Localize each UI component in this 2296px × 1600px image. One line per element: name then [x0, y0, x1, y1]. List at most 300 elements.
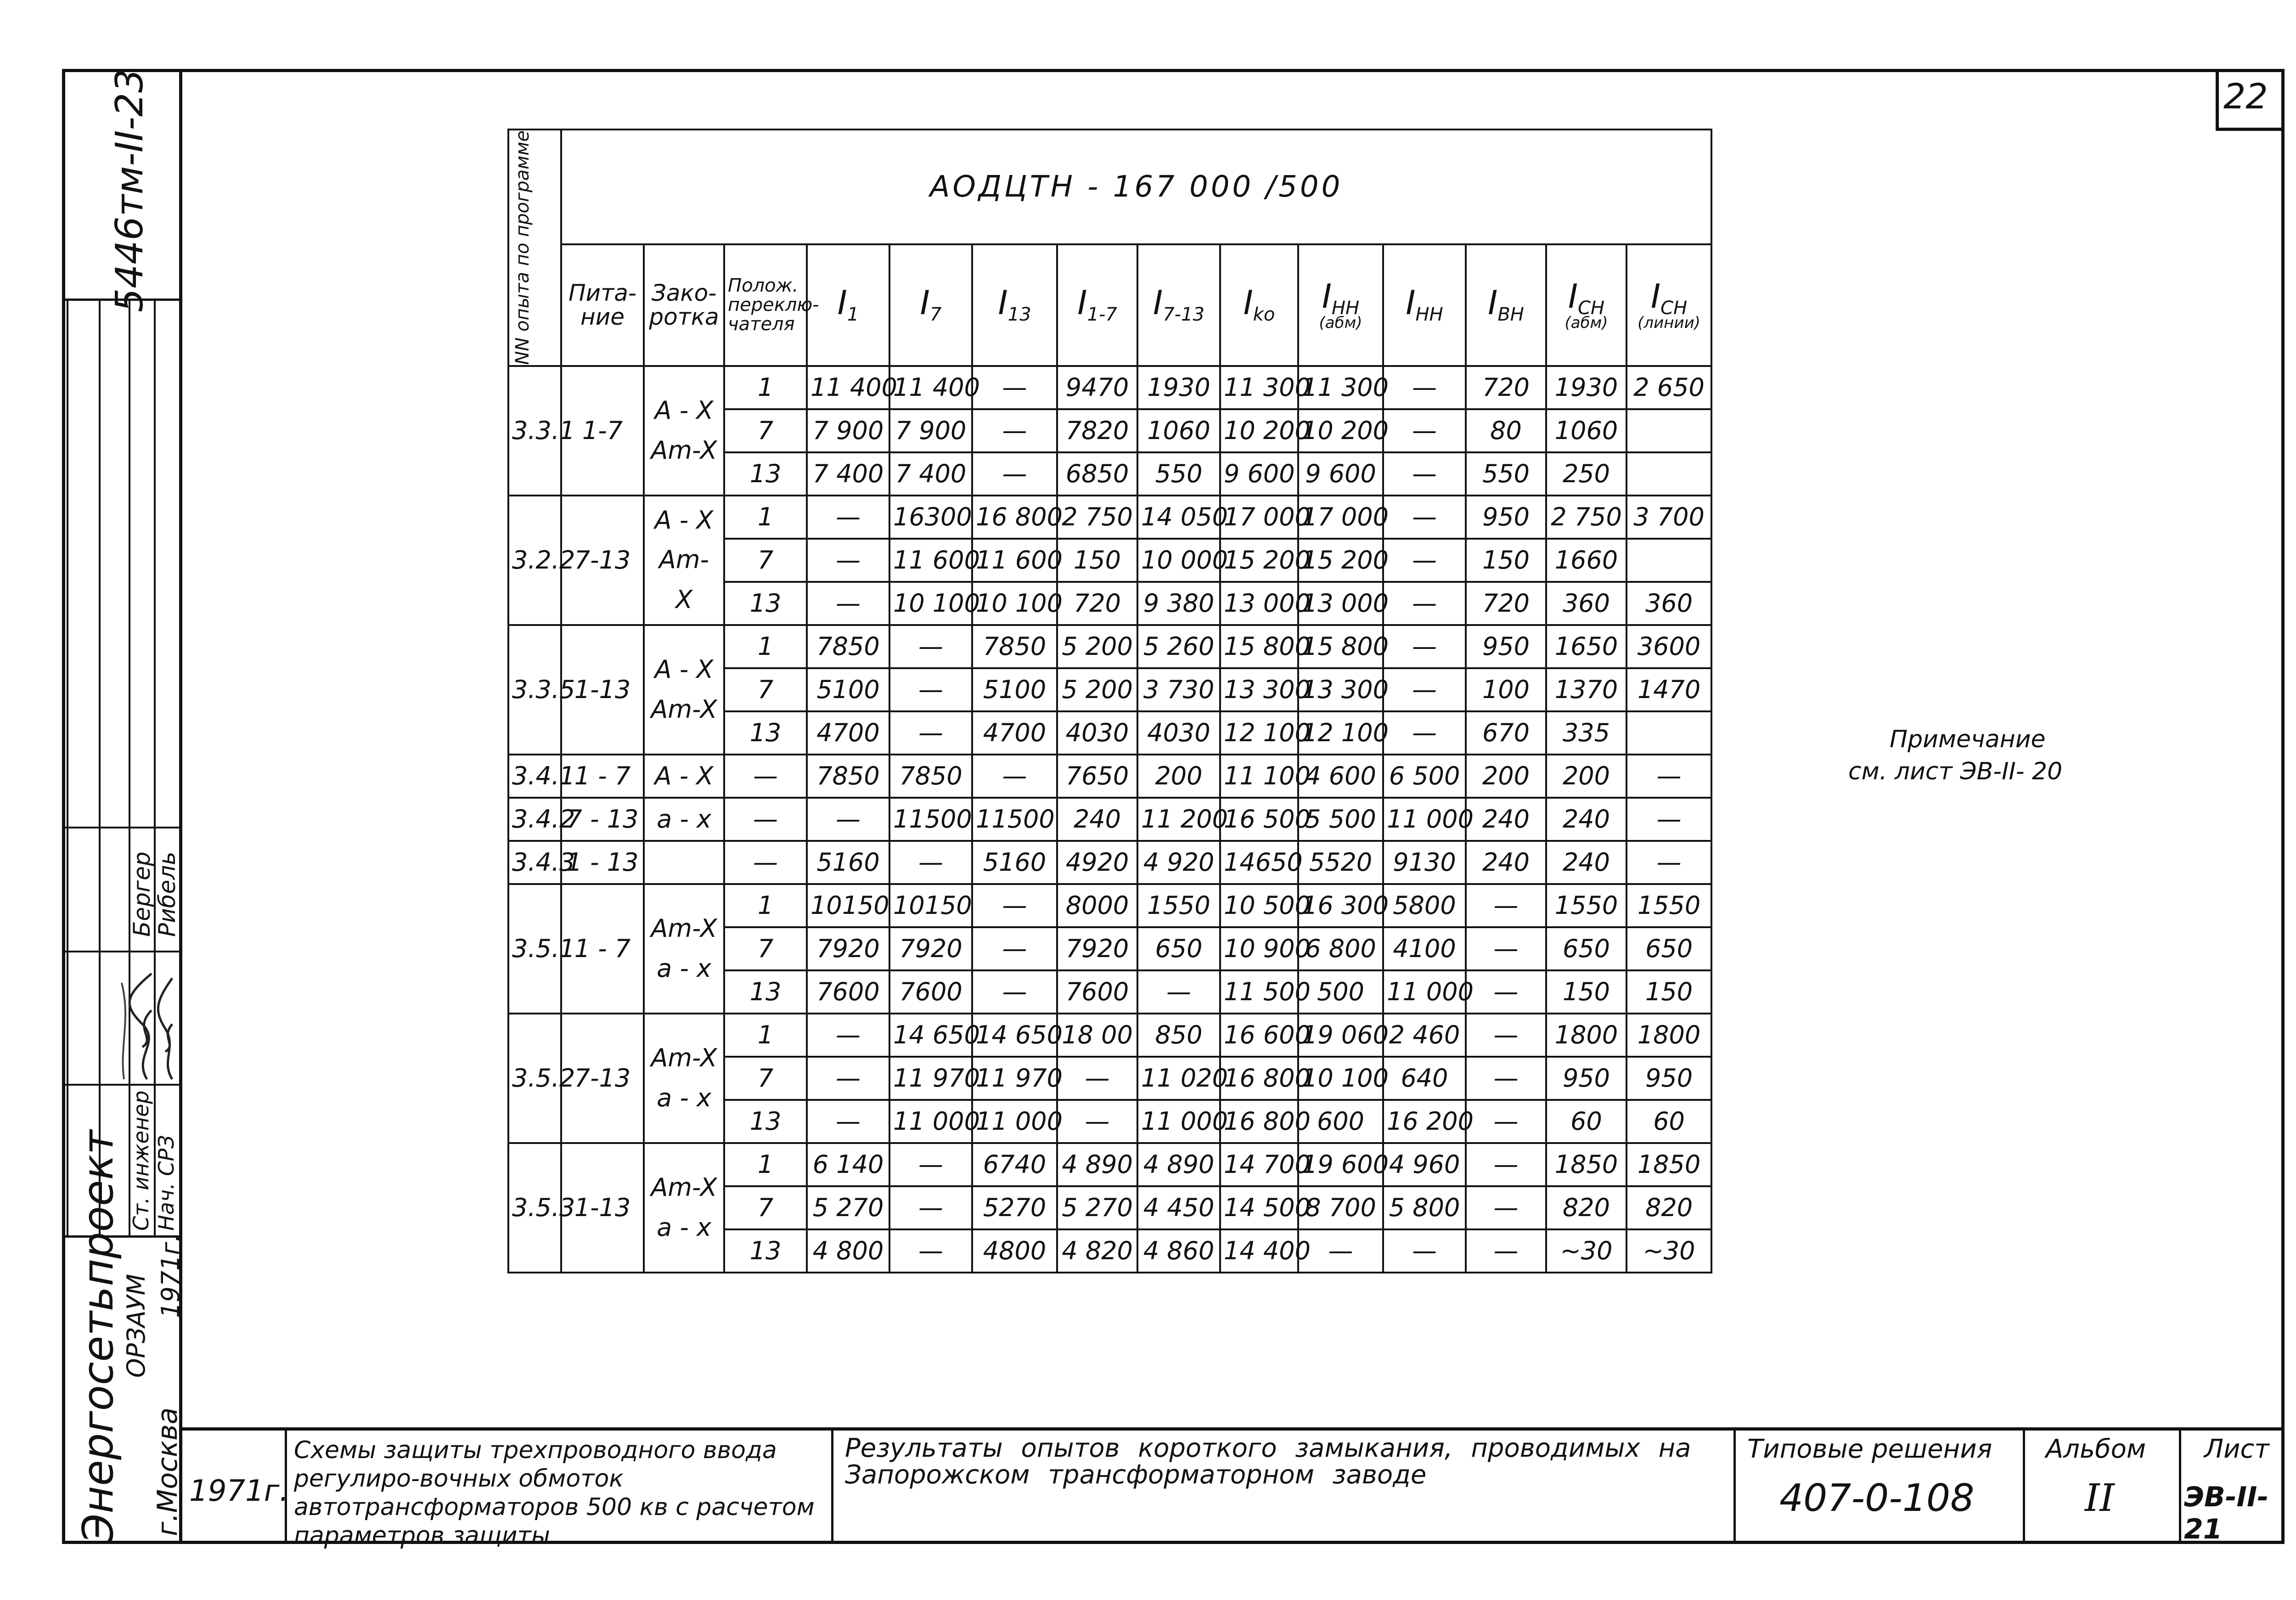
- current-value: 11 600: [889, 539, 972, 582]
- current-value: 1650: [1546, 625, 1626, 668]
- current-value: —: [1466, 1014, 1546, 1057]
- tap-position: 1: [724, 625, 807, 668]
- current-value: 550: [1466, 452, 1546, 496]
- tb-scheme: Схемы защиты трехпроводного ввода регулиро-вочных обмоток автотрансформаторов 500 кв с расчетом параметров защиты: [294, 1437, 815, 1549]
- strip-inner-line-4: [154, 299, 156, 1235]
- current-value: 13 000: [1298, 582, 1383, 625]
- tb-sheet-value: ЭВ-II-21: [2184, 1481, 2269, 1545]
- current-value: 13 000: [1220, 582, 1298, 625]
- current-value: 4 890: [1057, 1143, 1137, 1186]
- current-value: 1930: [1546, 366, 1626, 409]
- current-value: 720: [1057, 582, 1137, 625]
- strip-row-line-2: [62, 827, 181, 828]
- current-value: —: [1383, 582, 1466, 625]
- strip-row-line-3: [62, 951, 181, 952]
- current-value: 14 050: [1137, 496, 1220, 539]
- current-value: 4030: [1057, 711, 1137, 755]
- current-value: 1800: [1626, 1014, 1711, 1057]
- strip-row-line-4: [62, 1084, 181, 1086]
- name-ribel: Рибель: [154, 851, 180, 937]
- current-value: —: [807, 1014, 889, 1057]
- short-circuit-value: [644, 496, 724, 625]
- tb-sheet-cell: [2179, 1431, 2284, 1543]
- supply-value: 7 - 13: [561, 798, 644, 841]
- current-value: 1470: [1626, 668, 1711, 711]
- short-circuit-line: Am-X: [651, 694, 717, 724]
- current-value: 11 020: [1137, 1057, 1220, 1100]
- current-value: —: [807, 582, 889, 625]
- current-value: 640: [1383, 1057, 1466, 1100]
- current-value: —: [1383, 539, 1466, 582]
- test-number: 3.3.5: [508, 625, 561, 755]
- current-value: 6 800: [1298, 927, 1383, 970]
- current-value: 9130: [1383, 841, 1466, 884]
- note-reference: см. лист ЭВ-II- 20: [1848, 758, 2063, 785]
- current-value: —: [1466, 1057, 1546, 1100]
- tb-sheet-label: Лист: [2204, 1434, 2269, 1464]
- current-value: 10 000: [1137, 539, 1220, 582]
- tap-position: 7: [724, 1186, 807, 1229]
- current-value: —: [972, 452, 1057, 496]
- supply-value: 1 - 7: [561, 755, 644, 798]
- current-value: 7600: [807, 970, 889, 1014]
- strip-divider: [179, 69, 182, 1544]
- role-senior-engineer: Ст. инженер: [129, 1090, 153, 1231]
- current-value: ~30: [1626, 1229, 1711, 1273]
- current-value: 6 140: [807, 1143, 889, 1186]
- supply-value: 1-7: [561, 366, 644, 496]
- current-value: 10150: [889, 884, 972, 927]
- current-value: 15 800: [1220, 625, 1298, 668]
- current-value: —: [1466, 927, 1546, 970]
- current-value: —: [1626, 755, 1711, 798]
- tap-position: 13: [724, 1229, 807, 1273]
- short-circuit-value: [644, 625, 724, 755]
- current-value: 200: [1546, 755, 1626, 798]
- current-value: —: [1466, 1100, 1546, 1143]
- current-value: 11 000: [972, 1100, 1057, 1143]
- current-value: 19 060: [1298, 1014, 1383, 1057]
- current-value: 10150: [807, 884, 889, 927]
- current-value: [1626, 711, 1711, 755]
- current-value: 150: [1057, 539, 1137, 582]
- current-value: 5 270: [807, 1186, 889, 1229]
- current-header-10: $I_{CH}$ (абм): [1546, 244, 1626, 366]
- current-value: 11 500: [1220, 970, 1298, 1014]
- current-value: 11500: [972, 798, 1057, 841]
- current-value: 11 970: [889, 1057, 972, 1100]
- current-value: —: [1383, 366, 1466, 409]
- table-row: [508, 496, 1711, 539]
- short-circuit-value: a - x: [644, 798, 724, 841]
- current-value: 5100: [972, 668, 1057, 711]
- current-value: [1626, 409, 1711, 452]
- role-head-srz: Нач. СРЗ: [154, 1135, 179, 1231]
- current-value: 5 270: [1057, 1186, 1137, 1229]
- current-value: 9470: [1057, 366, 1137, 409]
- current-value: 5160: [807, 841, 889, 884]
- short-circuit-line: Am- X: [658, 545, 709, 614]
- current-value: 10 100: [1298, 1057, 1383, 1100]
- current-value: 1060: [1546, 409, 1626, 452]
- table-row: [508, 798, 1711, 841]
- current-value: 17 000: [1298, 496, 1383, 539]
- current-value: 950: [1466, 625, 1546, 668]
- current-value: 7920: [1057, 927, 1137, 970]
- short-circuit-value: [644, 841, 724, 884]
- current-value: 3 700: [1626, 496, 1711, 539]
- current-value: 200: [1137, 755, 1220, 798]
- current-value: 1930: [1137, 366, 1220, 409]
- current-value: —: [972, 409, 1057, 452]
- supply-value: 1-13: [561, 625, 644, 755]
- current-value: —: [1057, 1057, 1137, 1100]
- current-value: 17 000: [1220, 496, 1298, 539]
- table-row: [508, 755, 1711, 798]
- supply-header: Пита-ние: [561, 244, 644, 366]
- current-value: 4100: [1383, 927, 1466, 970]
- current-value: 4 450: [1137, 1186, 1220, 1229]
- current-value: 2 460: [1383, 1014, 1466, 1057]
- test-number: 3.5.1: [508, 884, 561, 1014]
- current-value: 16 800: [972, 496, 1057, 539]
- tb-album-label: Альбом: [2046, 1434, 2146, 1464]
- supply-value: 1-13: [561, 1143, 644, 1273]
- note-title: Примечание: [1890, 726, 2046, 753]
- tap-position: —: [724, 841, 807, 884]
- current-value: 820: [1626, 1186, 1711, 1229]
- current-value: —: [1383, 452, 1466, 496]
- tap-position: 1: [724, 496, 807, 539]
- supply-value: 7-13: [561, 496, 644, 625]
- current-value: 360: [1546, 582, 1626, 625]
- current-value: 7850: [889, 755, 972, 798]
- tap-position: 7: [724, 539, 807, 582]
- current-value: 200: [1466, 755, 1546, 798]
- current-value: 2 750: [1057, 496, 1137, 539]
- current-value: 16 500: [1220, 798, 1298, 841]
- current-value: —: [889, 625, 972, 668]
- current-value: 16 800: [1220, 1057, 1298, 1100]
- name-berger: Бергер: [129, 851, 155, 937]
- current-value: 11 200: [1137, 798, 1220, 841]
- tap-position: —: [724, 755, 807, 798]
- current-value: 950: [1626, 1057, 1711, 1100]
- current-value: 5 200: [1057, 668, 1137, 711]
- current-value: 7600: [1057, 970, 1137, 1014]
- tap-position: 7: [724, 1057, 807, 1100]
- current-value: 5 500: [1298, 798, 1383, 841]
- current-value: 7920: [889, 927, 972, 970]
- current-value: 950: [1546, 1057, 1626, 1100]
- current-value: 6850: [1057, 452, 1137, 496]
- current-value: —: [972, 927, 1057, 970]
- table-row: [508, 366, 1711, 409]
- tb-album-value: II: [2085, 1476, 2115, 1520]
- current-value: 11 300: [1298, 366, 1383, 409]
- current-value: 11 100: [1220, 755, 1298, 798]
- current-value: 16300: [889, 496, 972, 539]
- current-value: 16 800: [1220, 1100, 1298, 1143]
- current-value: 335: [1546, 711, 1626, 755]
- current-value: 9 600: [1220, 452, 1298, 496]
- current-value: 5 260: [1137, 625, 1220, 668]
- current-value: 5270: [972, 1186, 1057, 1229]
- current-value: —: [972, 755, 1057, 798]
- current-value: —: [1466, 1186, 1546, 1229]
- current-value: —: [1057, 1100, 1137, 1143]
- current-value: 5 800: [1383, 1186, 1466, 1229]
- archive-code: 5446тм-II-23: [108, 68, 152, 312]
- current-value: —: [1626, 798, 1711, 841]
- current-value: 60: [1626, 1100, 1711, 1143]
- current-value: 8000: [1057, 884, 1137, 927]
- tb-year: 1971г.: [189, 1474, 289, 1508]
- table-row: [508, 1143, 1711, 1186]
- current-value: 19 600: [1298, 1143, 1383, 1186]
- tap-position: 13: [724, 1100, 807, 1143]
- current-value: —: [1383, 1229, 1466, 1273]
- short-circuit-line: a - x: [657, 1083, 711, 1112]
- tap-position: 1: [724, 884, 807, 927]
- current-value: 10 900: [1220, 927, 1298, 970]
- current-value: 4 960: [1383, 1143, 1466, 1186]
- current-value: 7 900: [889, 409, 972, 452]
- current-value: —: [1383, 409, 1466, 452]
- test-number: 3.3.1: [508, 366, 561, 496]
- table-row: [508, 625, 1711, 668]
- short-circuit-value: [644, 1143, 724, 1273]
- tb-typical-cell: [1733, 1431, 2023, 1543]
- current-value: 11 400: [807, 366, 889, 409]
- current-value: —: [1137, 970, 1220, 1014]
- current-value: 4700: [807, 711, 889, 755]
- current-value: 16 200: [1383, 1100, 1466, 1143]
- current-value: 11 300: [1220, 366, 1298, 409]
- current-value: —: [1383, 668, 1466, 711]
- current-header-1: $I_1$: [807, 244, 889, 366]
- tb-result-cell: [831, 1431, 1733, 1543]
- current-value: 10 100: [889, 582, 972, 625]
- supply-value: 7-13: [561, 1014, 644, 1143]
- short-circuit-line: Am-X: [651, 914, 717, 943]
- current-value: —: [807, 539, 889, 582]
- current-value: 150: [1466, 539, 1546, 582]
- current-value: 11500: [889, 798, 972, 841]
- current-value: —: [889, 711, 972, 755]
- tap-position: 7: [724, 927, 807, 970]
- short-circuit-line: Am-X: [651, 1043, 717, 1073]
- current-value: —: [807, 496, 889, 539]
- tap-position: 13: [724, 582, 807, 625]
- current-value: —: [889, 841, 972, 884]
- current-value: —: [807, 1100, 889, 1143]
- test-number: 3.4.1: [508, 755, 561, 798]
- current-value: 500: [1298, 970, 1383, 1014]
- current-value: 1370: [1546, 668, 1626, 711]
- current-value: 7 400: [807, 452, 889, 496]
- current-value: 1660: [1546, 539, 1626, 582]
- table-row: [508, 1014, 1711, 1057]
- current-value: 7850: [807, 625, 889, 668]
- tb-album-cell: [2023, 1431, 2179, 1543]
- current-value: 11 000: [889, 1100, 972, 1143]
- current-value: —: [1466, 884, 1546, 927]
- current-value: —: [1466, 1229, 1546, 1273]
- supply-value: 1 - 7: [561, 884, 644, 1014]
- current-header-5: $I_{7-13}$: [1137, 244, 1220, 366]
- current-value: 15 200: [1298, 539, 1383, 582]
- table-row: [508, 884, 1711, 927]
- current-header-2: $I_7$: [889, 244, 972, 366]
- current-value: 650: [1137, 927, 1220, 970]
- tb-typical-label: Типовые решения: [1747, 1434, 1992, 1464]
- current-value: 240: [1057, 798, 1137, 841]
- tb-typical-code: 407-0-108: [1779, 1476, 1975, 1520]
- current-value: 11 000: [1383, 970, 1466, 1014]
- current-value: —: [807, 1057, 889, 1100]
- current-value: 60: [1546, 1100, 1626, 1143]
- current-value: 100: [1466, 668, 1546, 711]
- current-value: —: [972, 970, 1057, 1014]
- table-title: АОДЦТН - 167 000 /500: [561, 130, 1711, 244]
- short-circuit-line: A - X: [654, 505, 714, 535]
- sheet-number: 22: [2223, 76, 2268, 117]
- current-value: 14 650: [972, 1014, 1057, 1057]
- current-value: 2 750: [1546, 496, 1626, 539]
- current-value: —: [1626, 841, 1711, 884]
- current-value: —: [1383, 711, 1466, 755]
- tb-result: Результаты опытов короткого замыкания, проводимых на Запорожском трансформаторном заводе: [845, 1433, 1691, 1490]
- tb-scheme-cell: [285, 1431, 831, 1549]
- current-value: 950: [1466, 496, 1546, 539]
- current-value: 4700: [972, 711, 1057, 755]
- current-value: [1626, 539, 1711, 582]
- current-value: 1550: [1626, 884, 1711, 927]
- current-value: 14 700: [1220, 1143, 1298, 1186]
- current-value: 5100: [807, 668, 889, 711]
- current-value: 550: [1137, 452, 1220, 496]
- current-header-7: $I_{HH}$ (абм): [1298, 244, 1383, 366]
- current-value: 1800: [1546, 1014, 1626, 1057]
- current-value: —: [889, 1143, 972, 1186]
- current-value: —: [889, 1186, 972, 1229]
- current-value: 240: [1466, 798, 1546, 841]
- current-header-4: $I_{1-7}$: [1057, 244, 1137, 366]
- short-circuit-line: a - x: [657, 1212, 711, 1242]
- current-value: 10 100: [972, 582, 1057, 625]
- current-value: 11 970: [972, 1057, 1057, 1100]
- current-value: 3600: [1626, 625, 1711, 668]
- current-value: 240: [1546, 798, 1626, 841]
- current-value: 9 600: [1298, 452, 1383, 496]
- short-circuit-line: A - X: [654, 655, 714, 684]
- current-value: 650: [1626, 927, 1711, 970]
- current-value: 150: [1546, 970, 1626, 1014]
- current-value: 1850: [1626, 1143, 1711, 1186]
- current-value: 240: [1546, 841, 1626, 884]
- current-value: 670: [1466, 711, 1546, 755]
- org-dept: ОРЗАУМ: [122, 1273, 151, 1378]
- tap-position: 1: [724, 366, 807, 409]
- test-no-header: NN опыта по программе: [508, 130, 561, 366]
- current-value: —: [889, 668, 972, 711]
- tap-position: 7: [724, 668, 807, 711]
- current-value: 7 400: [889, 452, 972, 496]
- short-header: Зако-ротка: [644, 244, 724, 366]
- short-circuit-value: [644, 366, 724, 496]
- current-value: 4 890: [1137, 1143, 1220, 1186]
- current-value: 360: [1626, 582, 1711, 625]
- tb-year-cell: [179, 1431, 289, 1543]
- current-value: 4 860: [1137, 1229, 1220, 1273]
- current-value: 11 000: [1137, 1100, 1220, 1143]
- current-value: 4030: [1137, 711, 1220, 755]
- short-circuit-line: Am-X: [651, 1173, 717, 1202]
- current-value: 4 800: [807, 1229, 889, 1273]
- current-value: —: [1466, 970, 1546, 1014]
- current-value: 3 730: [1137, 668, 1220, 711]
- current-header-9: $I_{BH}$: [1466, 244, 1546, 366]
- current-value: 8 700: [1298, 1186, 1383, 1229]
- current-value: —: [807, 798, 889, 841]
- current-value: 150: [1626, 970, 1711, 1014]
- strip-inner-line-1: [67, 299, 68, 1235]
- org-year: 1971г.: [156, 1234, 185, 1318]
- tap-position: —: [724, 798, 807, 841]
- supply-value: 1 - 13: [561, 841, 644, 884]
- current-value: 7820: [1057, 409, 1137, 452]
- current-value: 4920: [1057, 841, 1137, 884]
- short-circuit-line: a - x: [657, 953, 711, 983]
- current-value: 720: [1466, 366, 1546, 409]
- current-value: 7 900: [807, 409, 889, 452]
- tap-position: 13: [724, 452, 807, 496]
- current-value: 10 200: [1298, 409, 1383, 452]
- current-value: 11 600: [972, 539, 1057, 582]
- current-value: —: [972, 884, 1057, 927]
- short-circuit-line: A - X: [654, 396, 714, 425]
- test-number: 3.2.2: [508, 496, 561, 625]
- current-value: 1850: [1546, 1143, 1626, 1186]
- strip-inner-line-2: [99, 299, 101, 1235]
- current-value: 15 800: [1298, 625, 1383, 668]
- table-row: [508, 841, 1711, 884]
- current-value: 1060: [1137, 409, 1220, 452]
- current-value: 2 650: [1626, 366, 1711, 409]
- test-number: 3.5.3: [508, 1143, 561, 1273]
- current-value: 80: [1466, 409, 1546, 452]
- tap-position: 13: [724, 711, 807, 755]
- current-value: 7920: [807, 927, 889, 970]
- short-circuit-value: A - X: [644, 755, 724, 798]
- current-value: 7600: [889, 970, 972, 1014]
- short-circuit-value: [644, 1014, 724, 1143]
- current-value: 13 300: [1220, 668, 1298, 711]
- current-value: —: [1298, 1229, 1383, 1273]
- current-value: 720: [1466, 582, 1546, 625]
- current-header-8: $I_{HH}$: [1383, 244, 1466, 366]
- current-value: 9 380: [1137, 582, 1220, 625]
- current-value: 15 200: [1220, 539, 1298, 582]
- current-value: 16 300: [1298, 884, 1383, 927]
- org-name: Энергосетьпроект: [73, 1130, 123, 1543]
- current-value: 6740: [972, 1143, 1057, 1186]
- current-value: 7850: [807, 755, 889, 798]
- current-value: 850: [1137, 1014, 1220, 1057]
- current-value: 16 600: [1220, 1014, 1298, 1057]
- current-value: —: [1466, 1143, 1546, 1186]
